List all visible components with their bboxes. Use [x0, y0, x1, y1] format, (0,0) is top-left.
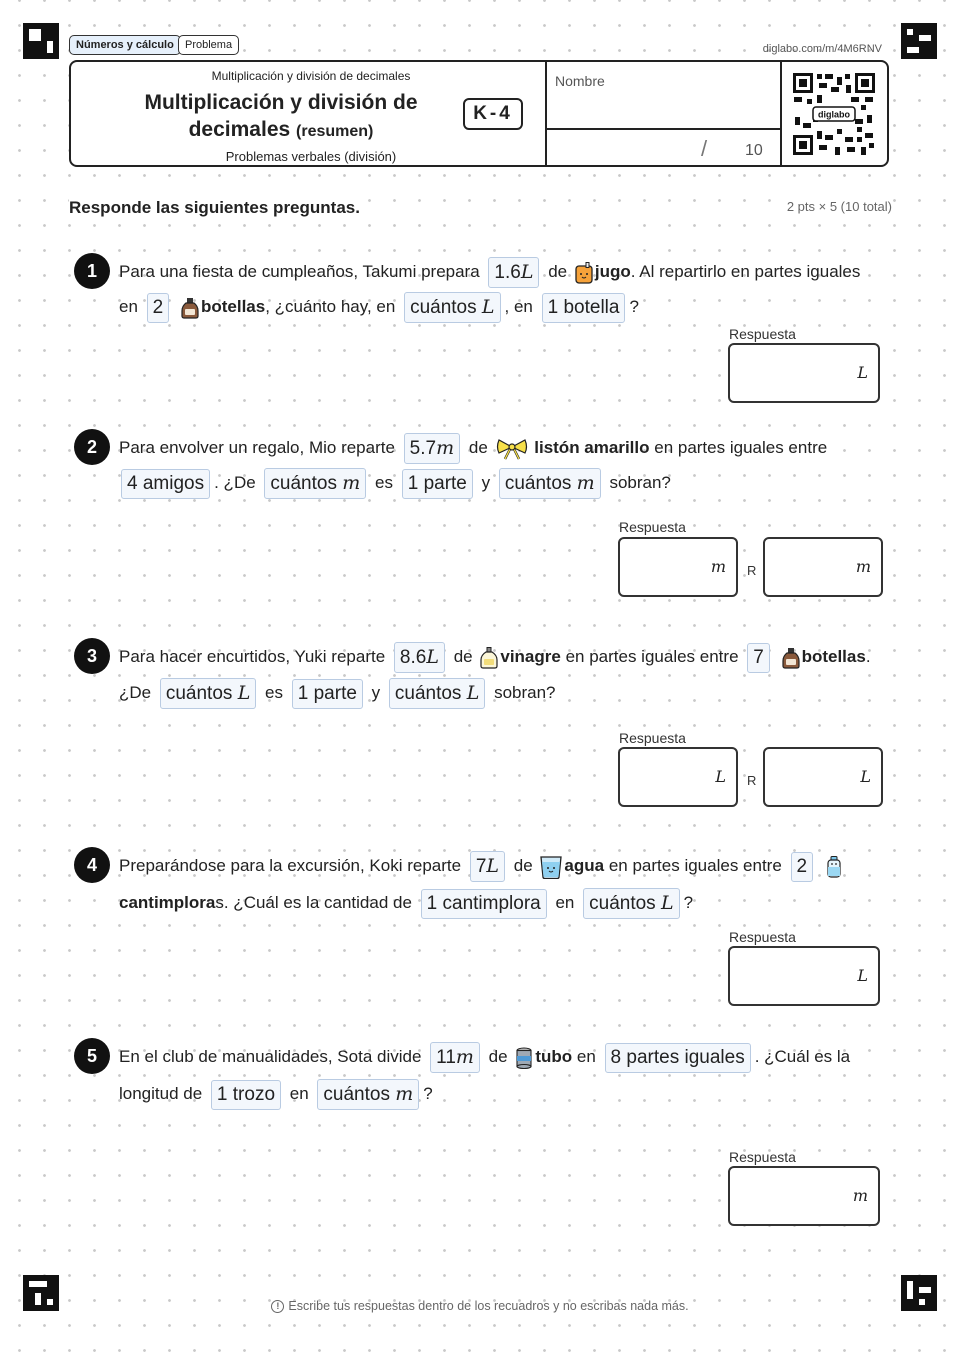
answer-box-quotient[interactable]	[618, 747, 738, 807]
chip-text: botella	[563, 296, 620, 318]
name-label: Nombre	[555, 73, 605, 89]
chip-unit: m	[436, 437, 455, 460]
answer-box[interactable]	[728, 946, 880, 1006]
value-chip	[292, 679, 363, 709]
footer-text: Escribe tus respuestas dentro de los recuadros y no escribas nada más.	[288, 1299, 689, 1313]
value-chip	[317, 1079, 419, 1110]
question-text-line	[119, 1078, 433, 1110]
value-chip	[394, 642, 445, 673]
question-text-line	[119, 1041, 850, 1073]
question-number: 1	[74, 253, 110, 289]
value-chip	[147, 293, 170, 323]
text: en partes iguales entre	[654, 438, 828, 457]
question-text-line	[119, 291, 639, 323]
chip-text: amigos	[142, 472, 205, 494]
text: ?	[683, 893, 694, 912]
chip-number: 8.6	[399, 647, 427, 669]
chip-text: parte	[423, 472, 467, 494]
item-name: cantimplora	[119, 893, 216, 912]
chip-unit: L	[660, 892, 674, 915]
answer-label: Respuesta	[619, 730, 686, 746]
answer-box-remainder[interactable]	[763, 747, 883, 807]
score-total: 10	[745, 142, 763, 159]
text: . ¿Cuál es la	[754, 1047, 851, 1066]
question-number: 4	[74, 847, 110, 883]
value-chip	[121, 469, 210, 499]
text: longitud de	[119, 1084, 203, 1103]
chip-number: 1	[547, 296, 559, 318]
chip-number: 2	[796, 855, 808, 877]
bottle-icon	[781, 647, 801, 669]
corner-marker-top-right	[901, 23, 937, 59]
qr-label: diglabo	[818, 109, 850, 120]
chip-number: 1	[426, 892, 438, 914]
text: en	[289, 1084, 309, 1103]
item-name: tubo	[535, 1047, 573, 1066]
answer-unit: m	[710, 557, 726, 576]
chip-number: 5.7	[409, 438, 437, 460]
value-chip	[499, 468, 601, 499]
value-chip	[404, 433, 460, 464]
answer-label: Respuesta	[619, 519, 686, 535]
item-name: botellas	[801, 647, 866, 666]
value-chip	[421, 889, 547, 919]
value-chip	[747, 643, 770, 673]
chip-unit: L	[481, 296, 495, 319]
chip-unit: m	[455, 1046, 474, 1069]
chip-number: 1.6	[494, 262, 521, 284]
instructions: Responde las siguientes preguntas.	[69, 198, 360, 217]
chip-text: cuántos	[410, 297, 477, 319]
value-chip	[583, 888, 679, 919]
text: s. ¿Cuál es la cantidad de	[215, 893, 412, 912]
text: sobran?	[494, 683, 556, 702]
answer-box-remainder[interactable]	[763, 537, 883, 597]
header-topic: Problemas verbales (división)	[225, 149, 397, 164]
question-number: 5	[74, 1038, 110, 1074]
text: en	[119, 297, 138, 316]
worksheet-code: K-4	[463, 98, 523, 130]
value-chip	[404, 292, 500, 323]
chip-number: 7	[475, 856, 487, 878]
item-name: jugo	[594, 262, 631, 281]
chip-text: parte	[313, 682, 357, 704]
text: es	[265, 683, 284, 702]
text: en	[555, 893, 575, 912]
qr-code	[791, 71, 877, 157]
answer-unit: L	[857, 966, 868, 985]
text: .	[865, 647, 871, 666]
text: En el club de manualidades, Sota divide	[119, 1047, 422, 1066]
remainder-label: R	[747, 773, 757, 788]
chip-unit: L	[237, 682, 251, 705]
ribbon-icon	[495, 438, 529, 460]
text: ?	[423, 1084, 433, 1103]
chip-number: 8	[610, 1046, 622, 1068]
value-chip	[389, 678, 485, 709]
chip-number: 4	[127, 472, 138, 494]
answer-box[interactable]	[728, 343, 880, 403]
chip-number: 11	[436, 1047, 456, 1069]
chip-text: cuántos	[270, 473, 337, 495]
answer-box[interactable]	[728, 1166, 880, 1226]
text: . ¿De	[214, 473, 256, 492]
value-chip	[470, 851, 505, 882]
question-number: 3	[74, 638, 110, 674]
header-subtitle: Multiplicación y división de decimales	[211, 69, 411, 83]
text: Para una fiesta de cumpleaños, Takumi prepara	[119, 262, 480, 281]
value-chip	[430, 1042, 480, 1073]
category-tag: Números y cálculo	[69, 35, 181, 55]
text: en	[576, 1047, 596, 1066]
bottle-icon	[180, 297, 200, 319]
text: . Al repartirlo en partes iguales	[630, 262, 861, 281]
worksheet-header	[69, 60, 889, 167]
tube-icon	[514, 1047, 534, 1069]
divider	[545, 128, 781, 130]
question-text-line	[119, 256, 860, 288]
chip-unit: m	[342, 472, 361, 495]
chip-unit: m	[395, 1083, 414, 1106]
chip-text: cantimplora	[442, 892, 541, 914]
answer-label: Respuesta	[729, 326, 796, 342]
answer-box-quotient[interactable]	[618, 537, 738, 597]
value-chip	[160, 678, 256, 709]
answer-unit: L	[715, 767, 726, 786]
warning-icon: !	[271, 1300, 284, 1313]
text: Para hacer encurtidos, Yuki reparte	[119, 647, 386, 666]
text: de	[513, 856, 533, 875]
item-name: vinagre	[500, 647, 561, 666]
chip-text: cuántos	[165, 683, 233, 705]
footer-note	[0, 1299, 960, 1313]
question-text-line	[119, 467, 671, 499]
text: sobran?	[609, 473, 671, 492]
chip-number: 1	[407, 472, 419, 494]
title-suffix: (resumen)	[296, 123, 374, 140]
chip-number: 1	[216, 1083, 228, 1105]
text: de	[468, 438, 488, 457]
question-number: 2	[74, 429, 110, 465]
chip-unit: L	[486, 855, 500, 878]
chip-text: partes iguales	[626, 1046, 745, 1068]
value-chip	[211, 1080, 281, 1110]
text: de	[548, 262, 568, 281]
item-name: agua	[564, 856, 605, 875]
text: de	[488, 1047, 508, 1066]
text: y	[481, 473, 491, 492]
chip-number: 1	[297, 682, 309, 704]
text: en partes iguales entre	[608, 856, 782, 875]
text: en partes iguales entre	[565, 647, 739, 666]
value-chip	[488, 257, 539, 288]
text: Para envolver un regalo, Mio reparte	[119, 438, 395, 457]
text: , en	[504, 297, 533, 316]
answer-unit: L	[857, 363, 868, 382]
value-chip	[264, 468, 366, 499]
chip-text: cuántos	[394, 683, 462, 705]
text: ¿De	[119, 683, 152, 702]
chip-text: trozo	[232, 1083, 276, 1105]
chip-unit: m	[576, 472, 595, 495]
divider	[545, 62, 547, 165]
text: de	[453, 647, 473, 666]
chip-text: cuántos	[323, 1084, 390, 1106]
text: y	[371, 683, 381, 702]
question-text-line	[119, 677, 556, 709]
question-text-line	[119, 887, 693, 919]
remainder-label: R	[747, 563, 757, 578]
chip-text: cuántos	[589, 893, 656, 915]
chip-unit: L	[426, 646, 439, 669]
page-title	[131, 89, 431, 145]
page-url: diglabo.com/m/4M6RNV	[762, 43, 882, 55]
score-slash: /	[701, 136, 708, 161]
value-chip	[402, 469, 473, 499]
text: , ¿cuánto hay, en	[265, 297, 396, 316]
chip-number: 2	[152, 296, 164, 318]
text: ?	[629, 297, 639, 316]
value-chip	[542, 293, 626, 323]
water-glass-icon	[539, 855, 563, 879]
juice-icon	[574, 262, 594, 284]
chip-number: 7	[753, 646, 764, 668]
answer-label: Respuesta	[729, 929, 796, 945]
corner-marker-top-left	[23, 23, 59, 59]
answer-unit: m	[852, 1186, 868, 1205]
type-tag: Problema	[178, 35, 239, 55]
points-info: 2 pts × 5 (10 total)	[786, 199, 892, 214]
value-chip	[791, 852, 814, 882]
text: es	[375, 473, 393, 492]
answer-unit: m	[855, 557, 871, 576]
canteen-icon	[824, 856, 844, 878]
question-text-line	[119, 432, 827, 464]
chip-text: cuántos	[504, 473, 572, 495]
text: Preparándose para la excursión, Koki reparte	[119, 856, 462, 875]
vinegar-icon	[479, 647, 499, 669]
question-text-line	[119, 850, 845, 882]
item-name: listón amarillo	[534, 438, 650, 457]
value-chip	[605, 1043, 751, 1073]
question-text-line	[119, 641, 871, 673]
answer-unit: L	[860, 767, 871, 786]
divider	[780, 62, 782, 165]
chip-unit: L	[520, 261, 534, 284]
answer-label: Respuesta	[729, 1149, 796, 1165]
chip-unit: L	[466, 682, 480, 705]
title-main: Multiplicación y división de decimales	[144, 91, 418, 141]
item-name: botellas	[200, 297, 266, 316]
